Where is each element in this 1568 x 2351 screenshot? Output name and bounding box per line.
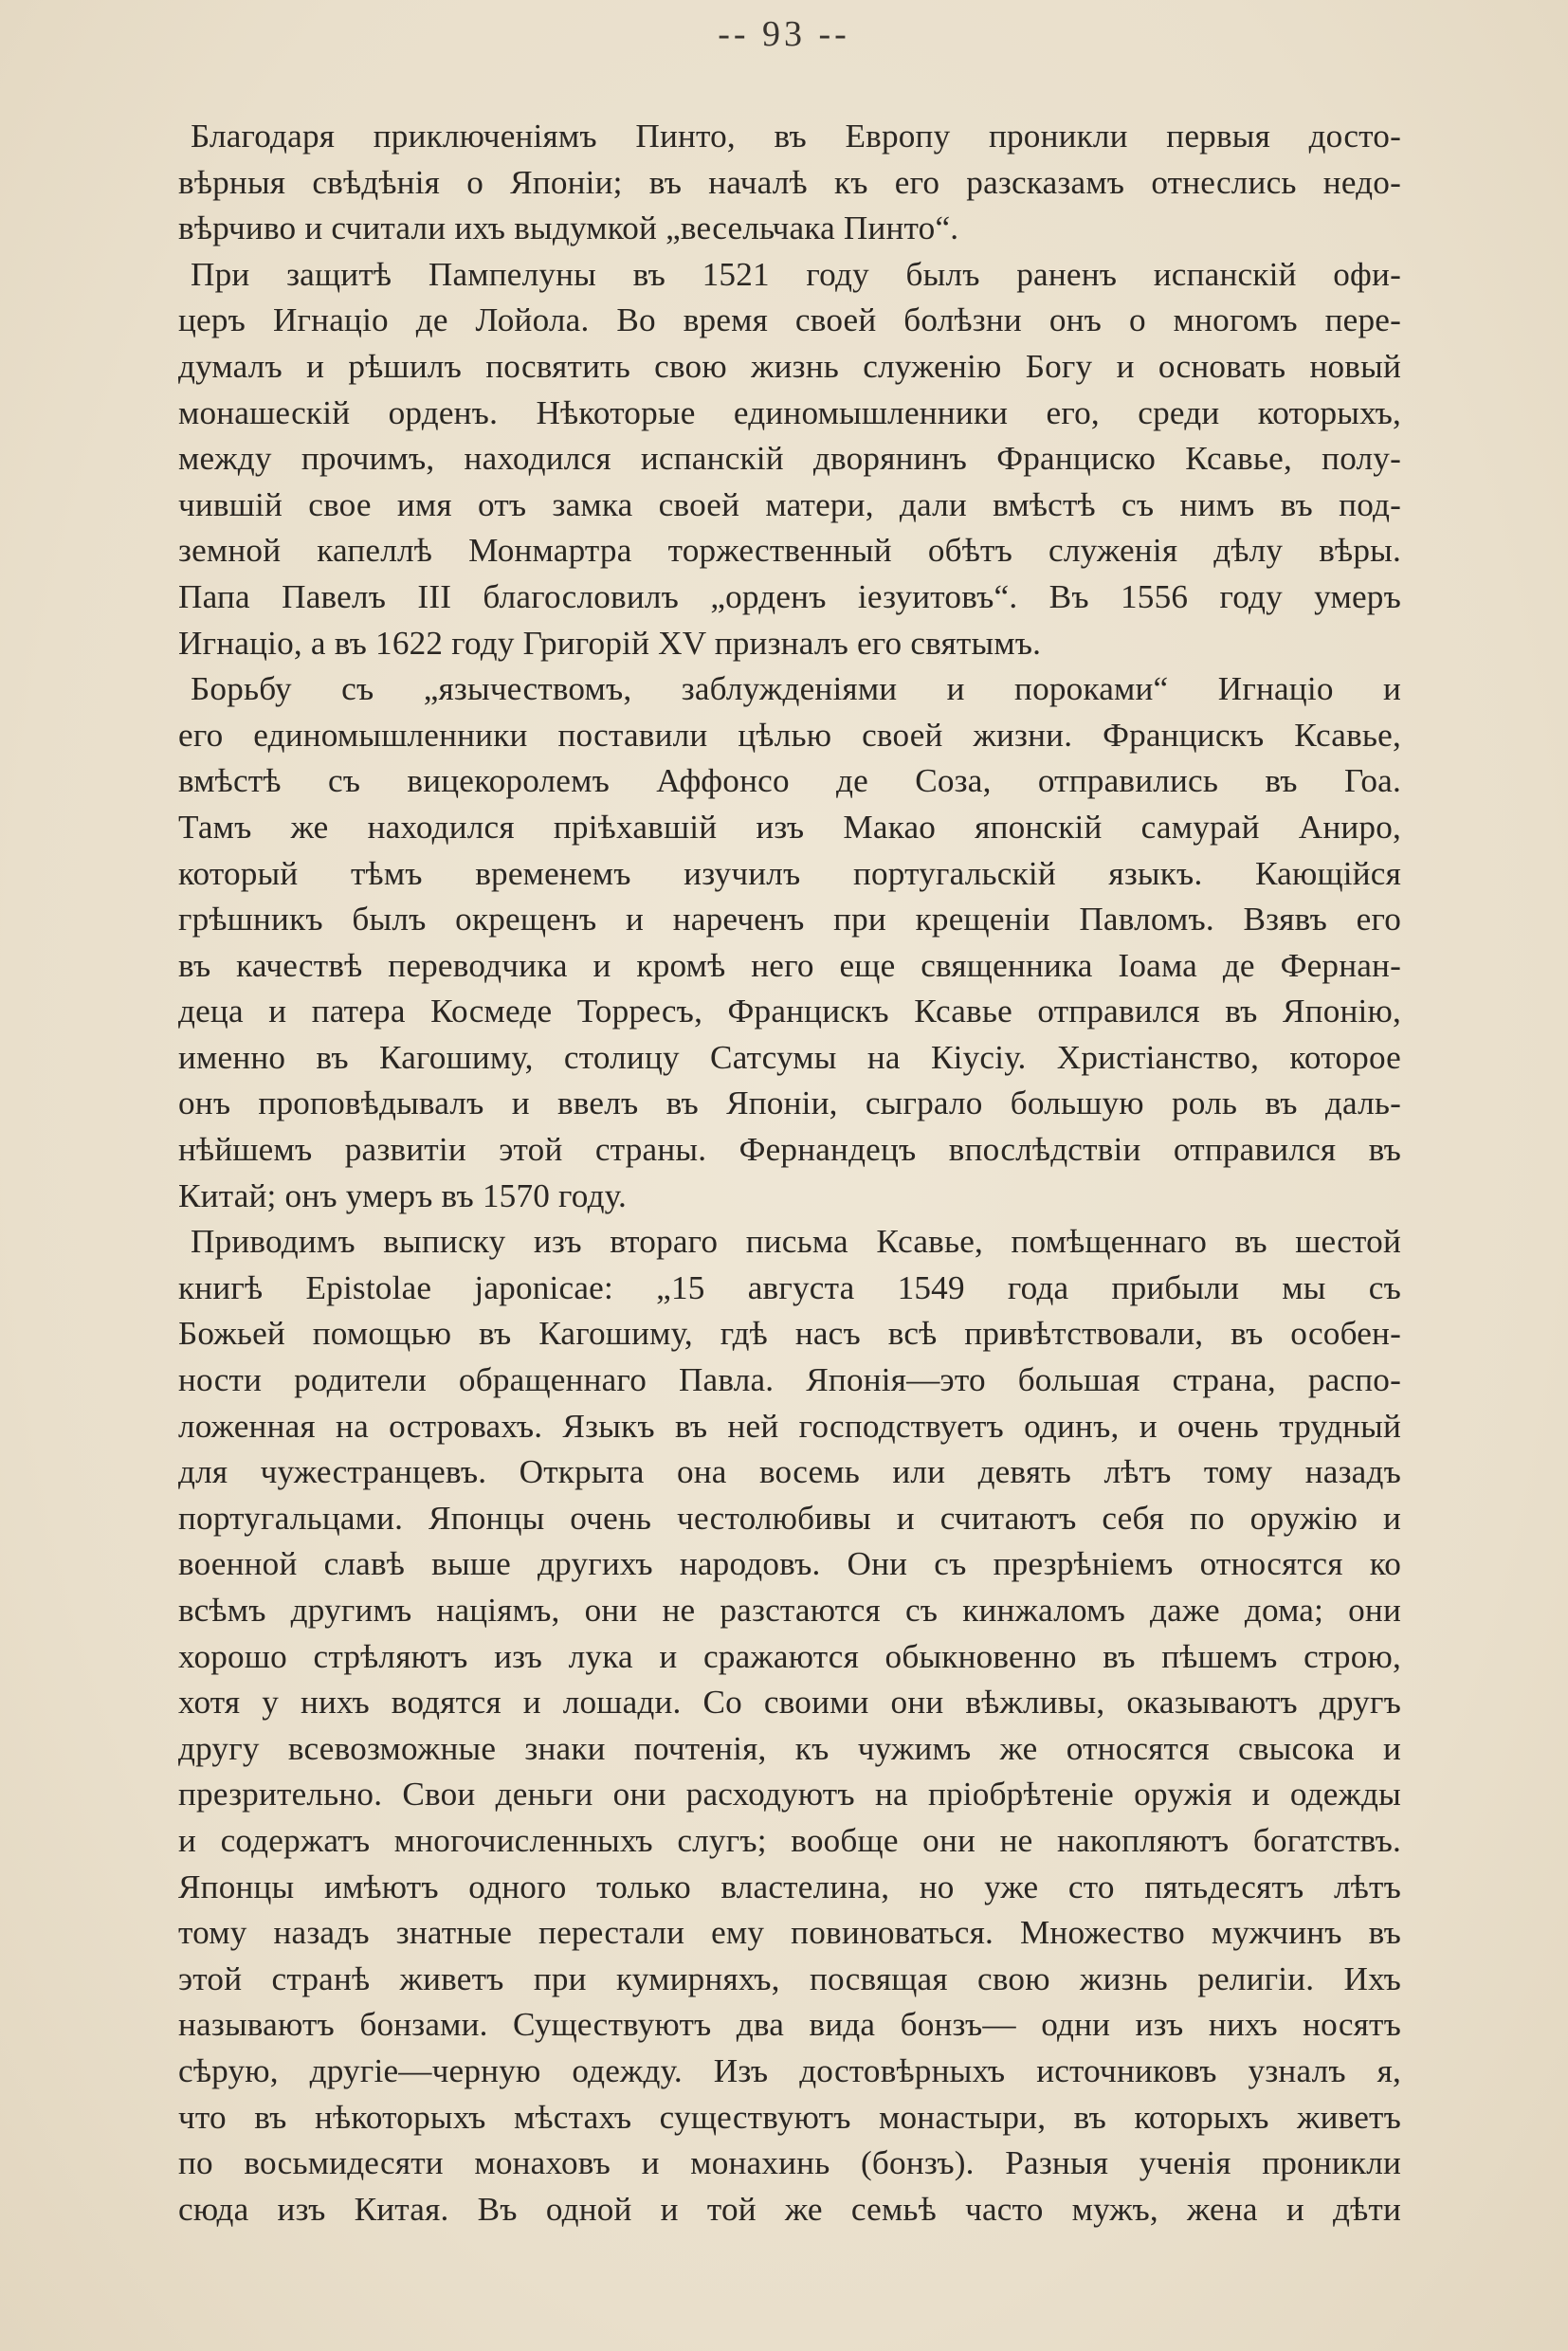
text-line: вѣрныя свѣдѣнія о Японіи; въ началѣ къ его разсказамъ отнеслись недо- bbox=[178, 163, 1401, 201]
text-line: вѣрчиво и считали ихъ выдумкой „весельчака Пинто“. bbox=[178, 210, 959, 247]
text-line: Божьей помощью въ Кагошиму, гдѣ насъ всѣ привѣтствовали, въ особен- bbox=[178, 1315, 1401, 1353]
text-line: Игнаціо, а въ 1622 году Григорій XV призналъ его святымъ. bbox=[178, 624, 1042, 662]
text-line: именно въ Кагошиму, столицу Сатсумы на Кіусіу. Христіанство, которое bbox=[178, 1038, 1401, 1076]
text-line: хотя у нихъ водятся и лошади. Со своими они вѣжливы, оказываютъ другъ bbox=[178, 1684, 1401, 1722]
text-line: португальцами. Японцы очень честолюбивы и считаютъ себя по оружію и bbox=[178, 1499, 1401, 1537]
text-line: что въ нѣкоторыхъ мѣстахъ существуютъ монастыри, въ которыхъ живетъ bbox=[178, 2098, 1401, 2136]
text-line: Тамъ же находился пріѣхавшій изъ Макао японскій самурай Аниро, bbox=[178, 808, 1401, 846]
text-line: Папа Павелъ III благословилъ „орденъ іезуитовъ“. Въ 1556 году умеръ bbox=[178, 577, 1401, 615]
text-line: въ качествѣ переводчика и кромѣ него еще священника Іоама де Фернан- bbox=[178, 946, 1401, 984]
text-line: хорошо стрѣляютъ изъ лука и сражаются обыкновенно въ пѣшемъ строю, bbox=[178, 1637, 1401, 1675]
page-number: -- 93 -- bbox=[718, 14, 850, 54]
text-line: для чужестранцевъ. Открыта она восемь или девять лѣтъ тому назадъ bbox=[178, 1453, 1401, 1491]
text-line: этой странѣ живетъ при кумирняхъ, посвящая свою жизнь религіи. Ихъ bbox=[178, 1959, 1401, 1997]
text-line: военной славѣ выше другихъ народовъ. Они съ презрѣніемъ относятся ко bbox=[178, 1545, 1401, 1583]
text-line: вмѣстѣ съ вицекоролемъ Аффонсо де Соза, отправились въ Гоа. bbox=[178, 762, 1401, 800]
text-line: ложенная на островахъ. Языкъ въ ней господствуетъ одинъ, и очень трудный bbox=[178, 1407, 1401, 1445]
text-line: который тѣмъ временемъ изучилъ португальскій языкъ. Кающійся bbox=[178, 854, 1401, 892]
text-line: Приводимъ выписку изъ втораго письма Ксавье, помѣщеннаго въ шестой bbox=[191, 1223, 1401, 1261]
text-line: сюда изъ Китая. Въ одной и той же семьѣ часто мужъ, жена и дѣти bbox=[178, 2190, 1401, 2228]
text-line: чившій свое имя отъ замка своей матери, дали вмѣстѣ съ нимъ въ под- bbox=[178, 485, 1401, 523]
text-line: Благодаря приключеніямъ Пинто, въ Европу проникли первыя досто- bbox=[191, 118, 1401, 155]
text-line: другу всевозможные знаки почтенія, къ чужимъ же относятся свысока и bbox=[178, 1729, 1401, 1767]
text-line: книгѣ Epistolae japonicae: „15 августа 1549 года прибыли мы съ bbox=[178, 1268, 1401, 1306]
text-line: Борьбу съ „язычествомъ, заблужденіями и пороками“ Игнаціо и bbox=[191, 670, 1401, 708]
text-line: земной капеллѣ Монмартра торжественный обѣтъ служенія дѣлу вѣры. bbox=[178, 532, 1401, 570]
text-line: грѣшникъ былъ окрещенъ и нареченъ при крещеніи Павломъ. Взявъ его bbox=[178, 901, 1401, 939]
text-line: Китай; онъ умеръ въ 1570 году. bbox=[178, 1176, 627, 1214]
text-line: нѣйшемъ развитіи этой страны. Фернандецъ впослѣдствіи отправился въ bbox=[178, 1131, 1401, 1169]
text-line: презрительно. Свои деньги они расходуютъ на пріобрѣтеніе оружія и одежды bbox=[178, 1776, 1401, 1813]
text-line: При защитѣ Пампелуны въ 1521 году былъ раненъ испанскій офи- bbox=[191, 255, 1401, 293]
text-line: Японцы имѣютъ одного только властелина, но уже сто пятьдесятъ лѣтъ bbox=[178, 1868, 1401, 1905]
text-line: его единомышленники поставили цѣлью своей жизни. Францискъ Ксавье, bbox=[178, 716, 1401, 754]
text-line: всѣмъ другимъ націямъ, они не разстаются съ кинжаломъ даже дома; они bbox=[178, 1592, 1401, 1629]
text-line: называютъ бонзами. Существуютъ два вида бонзъ— одни изъ нихъ носятъ bbox=[178, 2006, 1401, 2044]
body-text bbox=[178, 114, 1401, 2233]
text-line: монашескій орденъ. Нѣкоторые единомышленники его, среди которыхъ, bbox=[178, 393, 1401, 431]
text-line: между прочимъ, находился испанскій дворянинъ Франциско Ксавье, полу- bbox=[178, 440, 1401, 478]
text-line: деца и патера Космеде Торресъ, Францискъ Ксавье отправился въ Японію, bbox=[178, 993, 1401, 1030]
text-line: думалъ и рѣшилъ посвятить свою жизнь служенію Богу и основать новый bbox=[178, 347, 1401, 385]
text-line: сѣрую, другіе—черную одежду. Изъ достовѣрныхъ источниковъ узналъ я, bbox=[178, 2051, 1401, 2089]
text-line: церъ Игнаціо де Лойола. Во время своей болѣзни онъ о многомъ пере- bbox=[178, 301, 1401, 339]
text-line: онъ проповѣдывалъ и ввелъ въ Японіи, сыграло большую роль въ даль- bbox=[178, 1084, 1401, 1122]
text-line: тому назадъ знатные перестали ему повиноваться. Множество мужчинъ въ bbox=[178, 1914, 1401, 1952]
text-line: ности родители обращеннаго Павла. Японія—это большая страна, распо- bbox=[178, 1361, 1401, 1399]
text-line: и содержатъ многочисленныхъ слугъ; вообще они не накопляютъ богатствъ. bbox=[178, 1821, 1401, 1859]
text-line: по восьмидесяти монаховъ и монахинь (бонзъ). Разныя ученія проникли bbox=[178, 2144, 1401, 2182]
